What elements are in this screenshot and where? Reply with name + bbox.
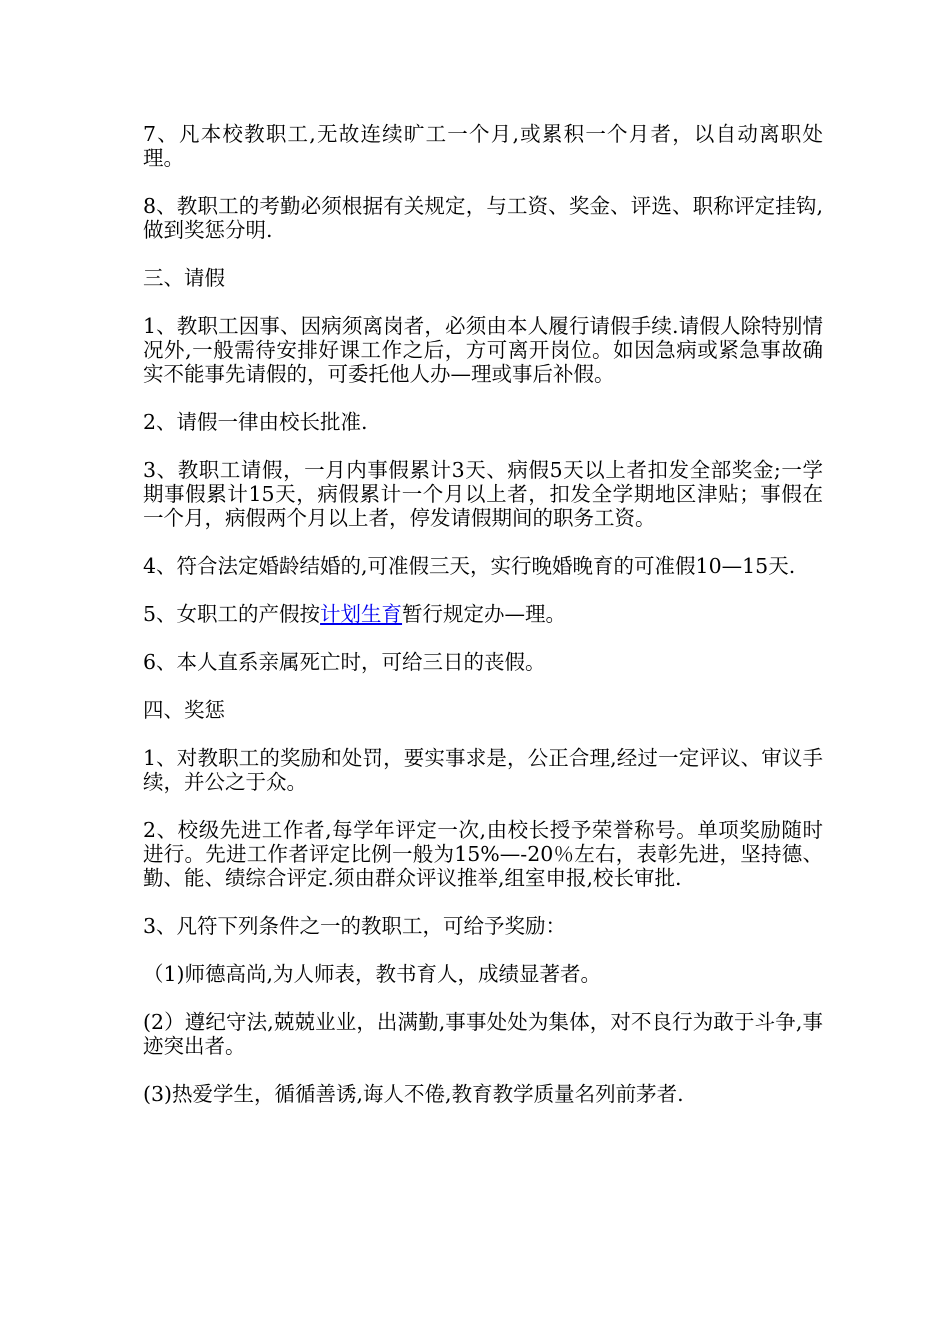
leave-paragraph-3: 3、教职工请假，一月内事假累计3天、病假5天以上者扣发全部奖金;一学期事假累计15天，病假累计一个月以上者，扣发全学期地区津贴；事假在一个月，病假两个月以上者，停发请假期间的职务工资。 — [143, 458, 823, 530]
rewards-paragraph-1: 1、对教职工的奖励和处罚，要实事求是，公正合理,经过一定评议、审议手续，并公之于众。 — [143, 746, 823, 794]
family-planning-link[interactable]: 计划生育 — [320, 602, 403, 626]
paragraph-7: 7、凡本校教职工,无故连续旷工一个月,或累积一个月者，以自动离职处理。 — [143, 122, 823, 170]
document-body — [143, 122, 823, 1130]
leave-paragraph-6: 6、本人直系亲属死亡时，可给三日的丧假。 — [143, 650, 546, 674]
leave-paragraph-5-after: 暂行规定办—理。 — [402, 602, 567, 626]
leave-paragraph-4: 4、符合法定婚龄结婚的,可准假三天，实行晚婚晚育的可准假10—15天. — [143, 554, 796, 578]
rewards-item-1: （1)师德高尚,为人师表，教书育人，成绩显著者。 — [143, 962, 602, 986]
leave-paragraph-2: 2、请假一律由校长批准. — [143, 410, 368, 434]
rewards-paragraph-2: 2、校级先进工作者,每学年评定一次,由校长授予荣誉称号。单项奖励随时进行。先进工作者评定比例一般为15%—-20％左右，表彰先进，坚持德、勤、能、绩综合评定.须由群众评议推举,组室申报,校长审批. — [143, 818, 823, 890]
leave-paragraph-5 — [143, 602, 823, 626]
rewards-item-3: (3)热爱学生，循循善诱,诲人不倦,教育教学质量名列前茅者. — [143, 1082, 684, 1106]
leave-paragraph-5-before: 5、女职工的产假按 — [143, 602, 321, 626]
section-heading-leave: 三、请假 — [143, 266, 225, 290]
rewards-paragraph-3: 3、凡符下列条件之一的教职工，可给予奖励： — [143, 914, 567, 938]
rewards-item-2: (2）遵纪守法,兢兢业业，出满勤,事事处处为集体，对不良行为敢于斗争,事迹突出者。 — [143, 1010, 823, 1058]
paragraph-8: 8、教职工的考勤必须根据有关规定，与工资、奖金、评选、职称评定挂钩,做到奖惩分明. — [143, 194, 823, 242]
leave-paragraph-1: 1、教职工因事、因病须离岗者，必须由本人履行请假手续.请假人除特别情况外,一般需待安排好课工作之后，方可离开岗位。如因急病或紧急事故确实不能事先请假的，可委托他人办—理或事后补假。 — [143, 314, 823, 386]
section-heading-rewards: 四、奖惩 — [143, 698, 225, 722]
